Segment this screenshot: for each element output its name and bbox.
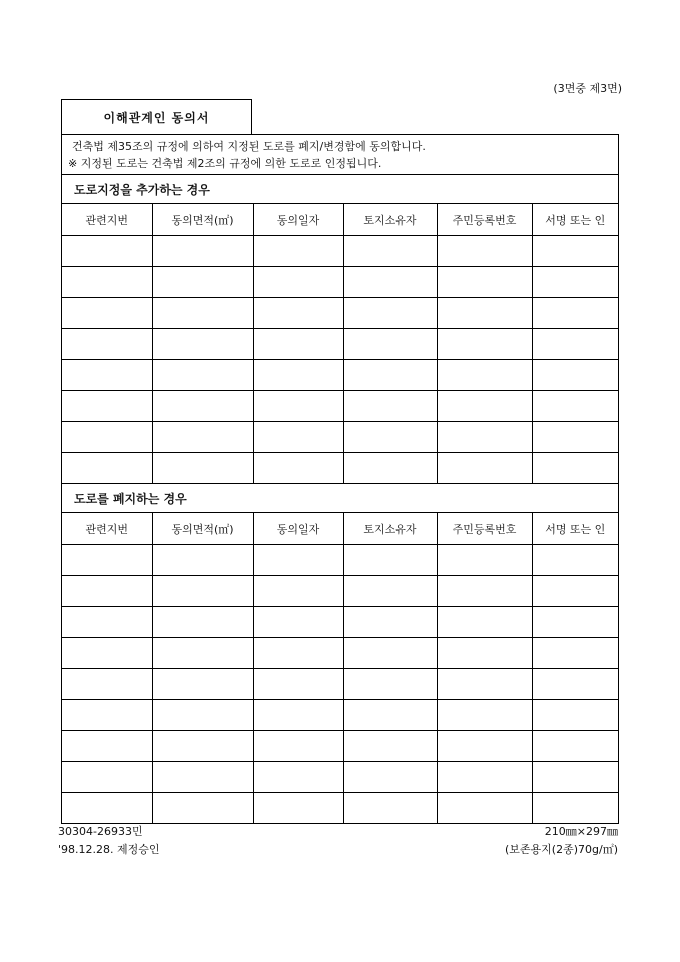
entry-cell[interactable]: [62, 422, 152, 453]
entry-cell[interactable]: [437, 422, 532, 453]
table-row: [62, 360, 618, 391]
entry-cell[interactable]: [532, 236, 618, 267]
entry-cell[interactable]: [152, 453, 253, 484]
entry-cell[interactable]: [152, 762, 253, 793]
entry-cell[interactable]: [343, 669, 437, 700]
entry-cell[interactable]: [437, 360, 532, 391]
entry-cell[interactable]: [253, 329, 343, 360]
entry-cell[interactable]: [152, 545, 253, 576]
entry-cell[interactable]: [437, 731, 532, 762]
entry-cell[interactable]: [343, 267, 437, 298]
entry-cell[interactable]: [253, 700, 343, 731]
column-header: 동의면적(㎡): [152, 204, 253, 236]
entry-cell[interactable]: [343, 607, 437, 638]
entry-cell[interactable]: [343, 638, 437, 669]
entry-cell[interactable]: [437, 793, 532, 824]
abolish-road-table: [62, 513, 618, 823]
table-header-row: [62, 513, 618, 545]
entry-cell[interactable]: [532, 329, 618, 360]
entry-cell[interactable]: [62, 793, 152, 824]
entry-cell[interactable]: [437, 298, 532, 329]
approval-date: '98.12.28. 제정승인: [58, 843, 160, 856]
form-title: 이해관계인 동의서: [61, 99, 252, 135]
entry-cell[interactable]: [152, 298, 253, 329]
entry-cell[interactable]: [532, 422, 618, 453]
entry-cell[interactable]: [437, 236, 532, 267]
table-header-row: [62, 204, 618, 236]
entry-cell[interactable]: [343, 731, 437, 762]
entry-cell[interactable]: [253, 453, 343, 484]
table-row: [62, 731, 618, 762]
entry-cell[interactable]: [532, 731, 618, 762]
entry-cell[interactable]: [253, 298, 343, 329]
section-heading-abolish-road: 도로를 폐지하는 경우: [62, 484, 618, 513]
table-row: [62, 545, 618, 576]
entry-cell[interactable]: [343, 329, 437, 360]
entry-cell[interactable]: [437, 576, 532, 607]
entry-cell[interactable]: [62, 267, 152, 298]
entry-cell[interactable]: [437, 329, 532, 360]
entry-cell[interactable]: [152, 267, 253, 298]
entry-cell[interactable]: [532, 762, 618, 793]
entry-cell[interactable]: [343, 391, 437, 422]
entry-cell[interactable]: [532, 453, 618, 484]
entry-cell[interactable]: [62, 236, 152, 267]
entry-cell[interactable]: [437, 638, 532, 669]
entry-cell[interactable]: [532, 391, 618, 422]
entry-cell[interactable]: [532, 793, 618, 824]
entry-cell[interactable]: [253, 422, 343, 453]
column-header: 동의일자: [253, 513, 343, 545]
entry-cell[interactable]: [343, 360, 437, 391]
table-row: [62, 607, 618, 638]
entry-cell[interactable]: [343, 236, 437, 267]
entry-cell[interactable]: [253, 576, 343, 607]
form-code: 30304-26933민: [58, 825, 143, 838]
entry-cell[interactable]: [62, 545, 152, 576]
paper-spec: (보존용지(2종)70g/㎡): [505, 843, 618, 856]
entry-cell[interactable]: [437, 391, 532, 422]
entry-cell[interactable]: [152, 731, 253, 762]
table-row: [62, 453, 618, 484]
entry-cell[interactable]: [343, 453, 437, 484]
entry-cell[interactable]: [62, 576, 152, 607]
entry-cell[interactable]: [253, 391, 343, 422]
consent-form: [61, 134, 619, 824]
entry-cell[interactable]: [62, 360, 152, 391]
entry-cell[interactable]: [62, 298, 152, 329]
entry-cell[interactable]: [152, 236, 253, 267]
entry-cell[interactable]: [253, 669, 343, 700]
footer-left: [58, 823, 160, 859]
section-heading-add-road: 도로지정을 추가하는 경우: [62, 175, 618, 204]
entry-cell[interactable]: [437, 669, 532, 700]
entry-cell[interactable]: [152, 793, 253, 824]
intro-statement: 건축법 제35조의 규정에 의하여 지정된 도로를 폐지/변경함에 동의합니다.: [72, 140, 426, 153]
entry-cell[interactable]: [253, 793, 343, 824]
entry-cell[interactable]: [253, 545, 343, 576]
entry-cell[interactable]: [62, 453, 152, 484]
entry-cell[interactable]: [437, 267, 532, 298]
entry-cell[interactable]: [253, 267, 343, 298]
entry-cell[interactable]: [532, 638, 618, 669]
column-header: 서명 또는 인: [532, 513, 618, 545]
entry-cell[interactable]: [152, 422, 253, 453]
entry-cell[interactable]: [152, 607, 253, 638]
entry-cell[interactable]: [152, 638, 253, 669]
entry-cell[interactable]: [253, 638, 343, 669]
entry-cell[interactable]: [152, 669, 253, 700]
entry-cell[interactable]: [62, 731, 152, 762]
add-road-table: [62, 204, 618, 484]
entry-cell[interactable]: [532, 607, 618, 638]
intro-block: [62, 135, 618, 175]
column-header: 관련지번: [62, 513, 152, 545]
column-header: 동의일자: [253, 204, 343, 236]
entry-cell[interactable]: [253, 731, 343, 762]
entry-cell[interactable]: [152, 391, 253, 422]
entry-cell[interactable]: [253, 607, 343, 638]
entry-cell[interactable]: [152, 700, 253, 731]
entry-cell[interactable]: [343, 762, 437, 793]
table-row: [62, 669, 618, 700]
entry-cell[interactable]: [437, 545, 532, 576]
entry-cell[interactable]: [343, 298, 437, 329]
table-row: [62, 422, 618, 453]
entry-cell[interactable]: [253, 236, 343, 267]
entry-cell[interactable]: [152, 329, 253, 360]
page-number: (3면중 제3면): [553, 82, 622, 95]
column-header: 주민등록번호: [437, 204, 532, 236]
table-row: [62, 329, 618, 360]
entry-cell[interactable]: [532, 360, 618, 391]
table-row: [62, 700, 618, 731]
table-row: [62, 576, 618, 607]
column-header: 서명 또는 인: [532, 204, 618, 236]
entry-cell[interactable]: [343, 545, 437, 576]
entry-cell[interactable]: [343, 793, 437, 824]
entry-cell[interactable]: [532, 576, 618, 607]
entry-cell[interactable]: [532, 267, 618, 298]
paper-size: 210㎜×297㎜: [544, 825, 618, 838]
column-header: 관련지번: [62, 204, 152, 236]
entry-cell[interactable]: [437, 453, 532, 484]
entry-cell[interactable]: [253, 762, 343, 793]
column-header: 동의면적(㎡): [152, 513, 253, 545]
intro-note: ※ 지정된 도로는 건축법 제2조의 규정에 의한 도로로 인정됩니다.: [68, 157, 382, 170]
entry-cell[interactable]: [437, 700, 532, 731]
entry-cell[interactable]: [343, 576, 437, 607]
entry-cell[interactable]: [532, 700, 618, 731]
entry-cell[interactable]: [532, 545, 618, 576]
entry-cell[interactable]: [62, 391, 152, 422]
entry-cell[interactable]: [62, 700, 152, 731]
table-row: [62, 762, 618, 793]
entry-cell[interactable]: [62, 329, 152, 360]
entry-cell[interactable]: [343, 700, 437, 731]
column-header: 토지소유자: [343, 204, 437, 236]
table-row: [62, 267, 618, 298]
entry-cell[interactable]: [253, 360, 343, 391]
entry-cell[interactable]: [437, 762, 532, 793]
entry-cell[interactable]: [62, 607, 152, 638]
table-row: [62, 793, 618, 824]
entry-cell[interactable]: [62, 669, 152, 700]
entry-cell[interactable]: [437, 607, 532, 638]
table-row: [62, 236, 618, 267]
column-header: 토지소유자: [343, 513, 437, 545]
entry-cell[interactable]: [62, 762, 152, 793]
entry-cell[interactable]: [152, 576, 253, 607]
entry-cell[interactable]: [343, 422, 437, 453]
table-row: [62, 391, 618, 422]
entry-cell[interactable]: [152, 360, 253, 391]
table-row: [62, 638, 618, 669]
entry-cell[interactable]: [532, 298, 618, 329]
footer-right: [505, 823, 618, 859]
entry-cell[interactable]: [62, 638, 152, 669]
entry-cell[interactable]: [532, 669, 618, 700]
column-header: 주민등록번호: [437, 513, 532, 545]
table-row: [62, 298, 618, 329]
